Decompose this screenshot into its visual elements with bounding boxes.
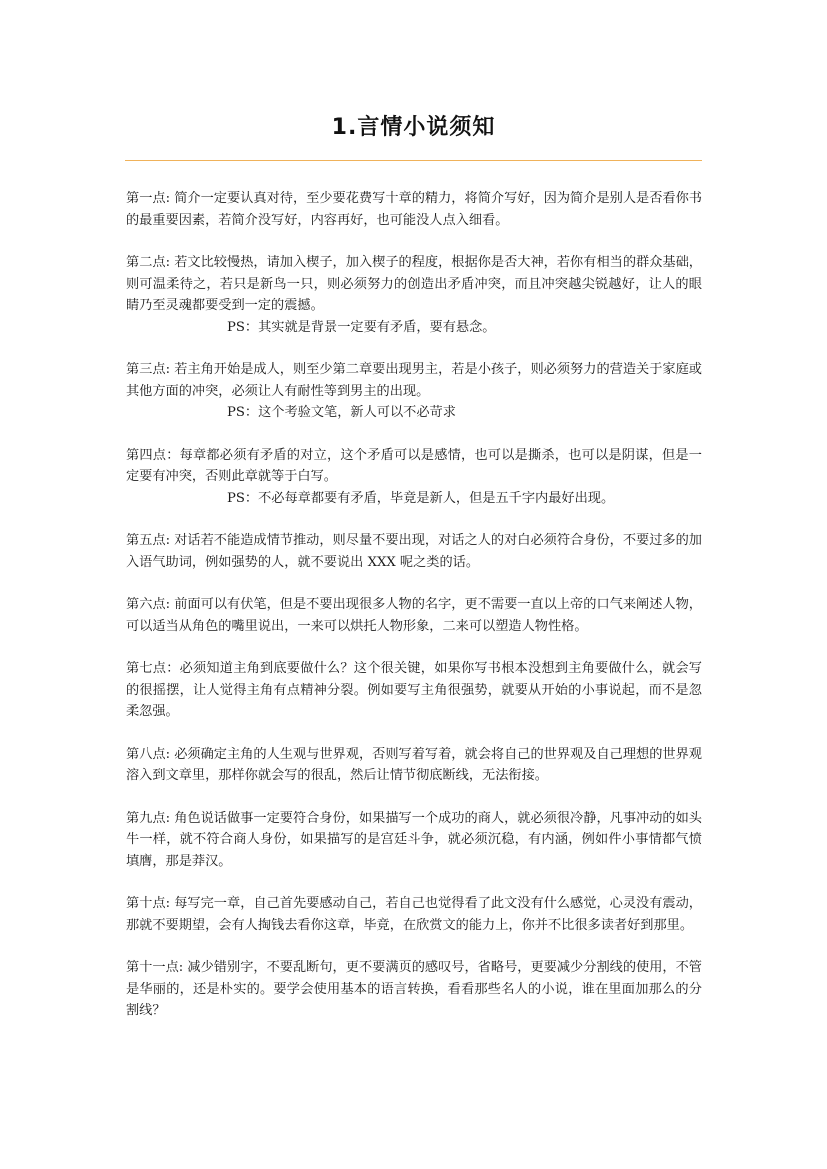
- paragraph-block: [126, 594, 702, 637]
- page-title: 1.言情小说须知: [331, 115, 496, 140]
- paragraph-block: [126, 957, 702, 1022]
- paragraph-text: 第四点：每章都必须有矛盾的对立，这个矛盾可以是感情，也可以是撕杀，也可以是阴谋，但是一定要有冲突，否则此章就等于白写。: [126, 447, 702, 484]
- paragraph-text: 第五点: 对话若不能造成情节推动，则尽量不要出现，对话之人的对白必须符合身份，不要过多的加入语气助词，例如强势的人，就不要说出 XXX 呢之类的话。: [126, 533, 702, 570]
- paragraph-text: 第七点：必须知道主角到底要做什么？这个很关键，如果你写书根本没想到主角要做什么，就会写的很摇摆，让人觉得主角有点精神分裂。例如要写主角很强势，就要从开始的小事说起，而不是忽柔忽强。: [126, 661, 702, 719]
- paragraph-text: 第八点: 必须确定主角的人生观与世界观，否则写着写着，就会将自己的世界观及自己理想的世界观溶入到文章里，那样你就会写的很乱，然后让情节彻底断线，无法衔接。: [126, 746, 702, 783]
- paragraph-block: [126, 445, 702, 510]
- paragraph-text: 第一点: 简介一定要认真对待，至少要花费写十章的精力，将简介写好，因为简介是别人是否看你书的最重要因素，若简介没写好，内容再好，也可能没人点入细看。: [126, 191, 702, 228]
- ps-note: PS：其实就是背景一定要有矛盾，要有悬念。: [227, 319, 496, 335]
- paragraph-text: 第十一点: 减少错别字，不要乱断句，更不要满页的感叹号，省略号，更要减少分割线的使用，不管是华丽的，还是朴实的。要学会使用基本的语言转换，看看那些名人的小说，谁在里面加那么的分割线？: [126, 960, 702, 1018]
- ps-note: PS：这个考验文笔，新人可以不必苛求: [227, 405, 456, 420]
- paragraph-block: [126, 808, 702, 873]
- title-divider: [125, 160, 702, 161]
- paragraph-text: 第六点: 前面可以有伏笔，但是不要出现很多人物的名字，更不需要一直以上帝的口气来阐述人物，可以适当从角色的嘴里说出，一来可以烘托人物形象，二来可以塑造人物性格。: [126, 597, 702, 634]
- paragraph-block: [126, 188, 702, 231]
- paragraph-block: [126, 359, 702, 424]
- paragraph-text: 第二点: 若文比较慢热，请加入楔子，加入楔子的程度，根据你是否大神，若你有相当的群众基础，则可温柔待之，若只是新鸟一只，则必须努力的创造出矛盾冲突，而且冲突越尖锐越好，让人的眼睛乃至灵魂都要受到一定的震撼。: [126, 255, 702, 313]
- paragraph-text: 第九点: 角色说话做事一定要符合身份，如果描写一个成功的商人，就必须很冷静，凡事冲动的如头牛一样，就不符合商人身份，如果描写的是宫廷斗争，就必须沉稳，有内涵，例如件小事情都气愤填膺，那是莽汉。: [126, 810, 702, 869]
- paragraph-block: [126, 658, 702, 723]
- paragraph-text: 第三点: 若主角开始是成人，则至少第二章要出现男主，若是小孩子，则必须努力的营造关于家庭或其他方面的冲突，必须让人有耐性等到男主的出现。: [126, 362, 702, 399]
- paragraph-block: [126, 530, 702, 573]
- paragraph-block: [126, 744, 702, 787]
- paragraph-block: [126, 893, 702, 936]
- paragraph-block: [126, 252, 702, 338]
- ps-note: PS：不必每章都要有矛盾，毕竟是新人，但是五千字内最好出现。: [227, 490, 615, 506]
- paragraph-text: 第十点: 每写完一章，自己首先要感动自己，若自己也觉得看了此文没有什么感觉，心灵没有震动，那就不要期望，会有人掏钱去看你这章，毕竟，在欣赏文的能力上，你并不比很多读者好到那里。: [126, 896, 702, 933]
- document-body: [126, 188, 702, 1043]
